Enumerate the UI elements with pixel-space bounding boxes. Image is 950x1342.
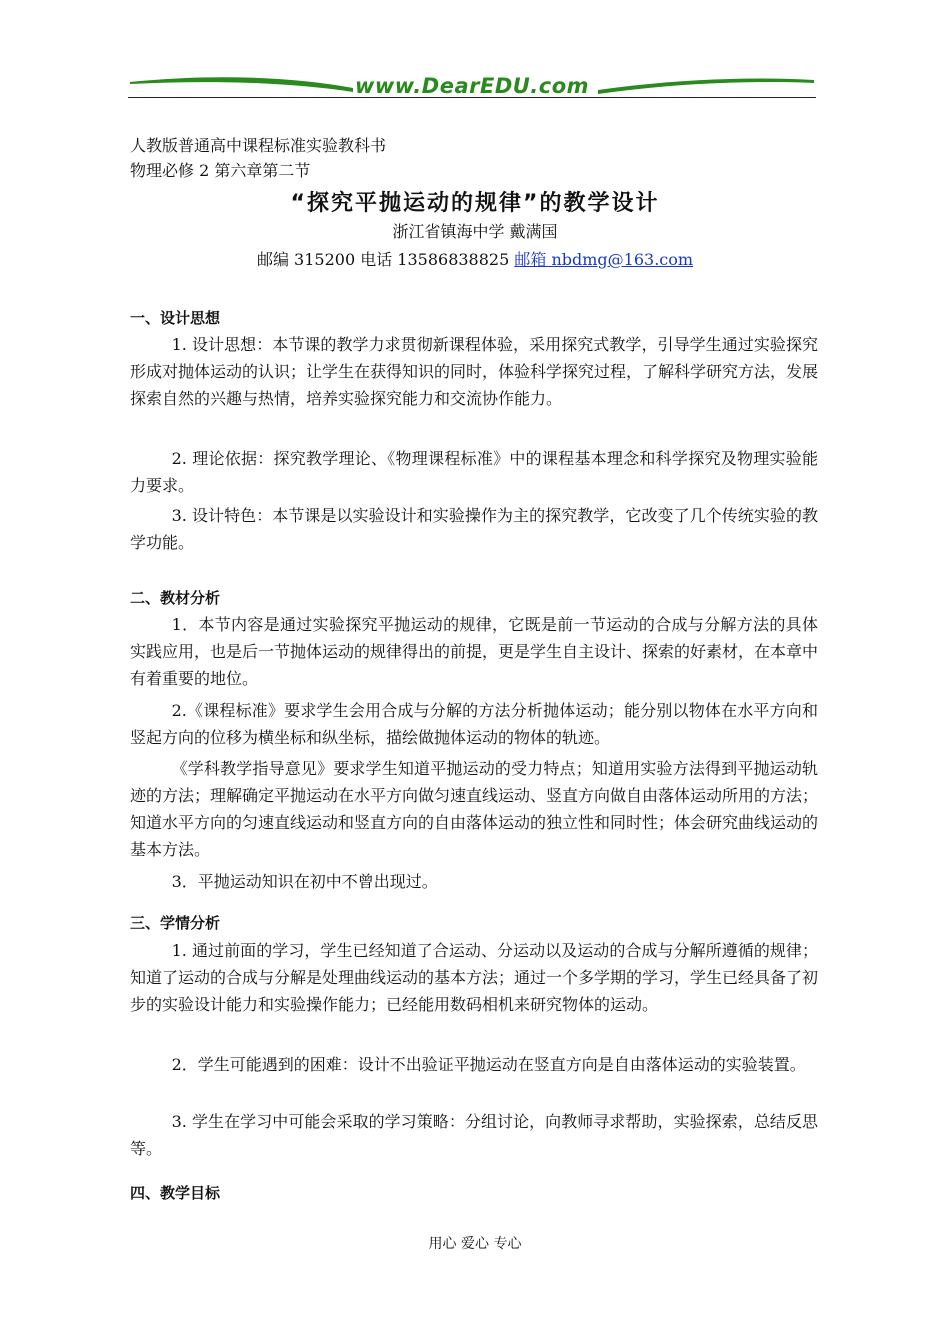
contact-info: 邮编 315200 电话 13586838825: [256, 250, 515, 269]
site-header: [128, 72, 816, 106]
author-line: 浙江省镇海中学 戴满国: [392, 222, 558, 241]
paragraph: 1. 通过前面的学习，学生已经知道了合运动、分运动以及运动的合成与分解所遵循的规律；知道了运动的合成与分解是处理曲线运动的基本方法；通过一个多学期的学习，学生已经具备了初步的实验设计能力和实验操作能力；已经能用数码相机来研究物体的运动。: [130, 941, 819, 1014]
page-title: “探究平抛运动的规律”的教学设计: [290, 191, 660, 216]
paragraph: 3. 学生在学习中可能会采取的学习策略：分组讨论，向教师寻求帮助，实验探索，总结反思等。: [130, 1112, 818, 1158]
paragraph: 2. 理论依据：探究教学理论、《物理课程标准》中的课程基本理念和科学探究及物理实验能力要求。: [130, 449, 818, 495]
paragraph: 《学科教学指导意见》要求学生知道平抛运动的受力特点；知道用实验方法得到平抛运动轨迹的方法；理解确定平抛运动在水平方向做匀速直线运动、竖直方向做自由落体运动所用的方法；知道水平方向的匀速直线运动和竖直方向的自由落体运动的独立性和同时性；体会研究曲线运动的基本方法。: [130, 759, 819, 859]
site-logo[interactable]: www.DearEDU.com: [354, 74, 590, 98]
header-rule: [128, 97, 816, 98]
textbook-name: 人教版普通高中课程标准实验教科书: [130, 136, 387, 155]
section-heading: 一、设计思想: [130, 309, 221, 327]
paragraph: 2.《课程标准》要求学生会用合成与分解的方法分析抛体运动；能分别以物体在水平方向和竖起方向的位移为横坐标和纵坐标，描绘做抛体运动的物体的轨迹。: [130, 701, 818, 747]
paragraph: 3. 设计特色：本节课是以实验设计和实验操作为主的探究教学，它改变了几个传统实验的教学功能。: [130, 506, 818, 552]
paragraph: 2．学生可能遇到的困难：设计不出验证平抛运动在竖直方向是自由落体运动的实验装置。: [171, 1055, 806, 1074]
section-heading: 二、教材分析: [130, 589, 221, 607]
chapter-info: 物理必修 2 第六章第二节: [130, 161, 311, 180]
contact-line: [0, 250, 950, 270]
page-footer: 用心 爱心 专心: [428, 1236, 522, 1252]
paragraph: 1．本节内容是通过实验探究平抛运动的规律，它既是前一节运动的合成与分解方法的具体实践应用，也是后一节抛体运动的规律得出的前提，更是学生自主设计、探索的好素材，在本章中有着重要的地位。: [130, 615, 819, 688]
paragraph: 3．平抛运动知识在初中不曾出现过。: [171, 872, 438, 891]
section-heading: 三、学情分析: [130, 914, 221, 932]
section-heading: 四、教学目标: [130, 1184, 221, 1202]
email-link[interactable]: 邮箱 nbdmg@163.com: [514, 250, 694, 269]
paragraph: 1. 设计思想：本节课的教学力求贯彻新课程体验，采用探究式教学，引导学生通过实验探究形成对抛体运动的认识；让学生在获得知识的同时，体验科学探究过程，了解科学研究方法，发展探索自然的兴趣与热情，培养实验探究能力和交流协作能力。: [130, 335, 819, 408]
